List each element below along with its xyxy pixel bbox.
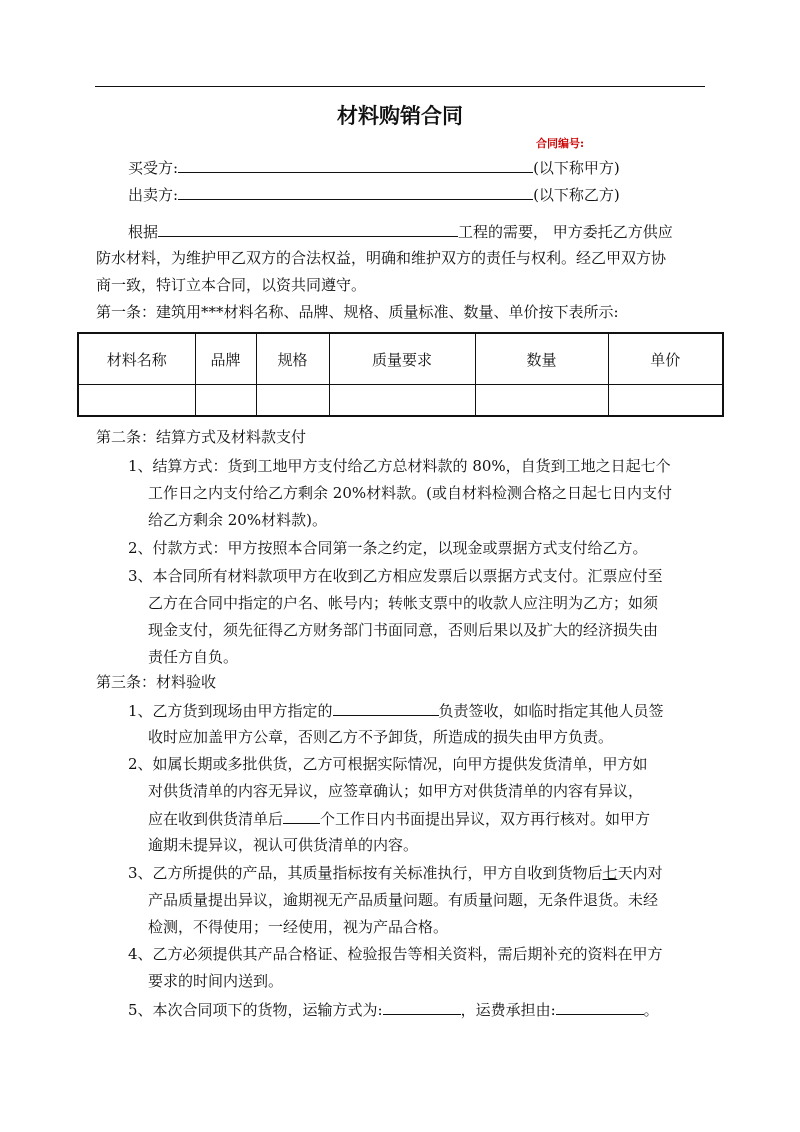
buyer-blank[interactable] — [178, 156, 533, 173]
intro-text: 工程的需要， 甲方委托乙方供应 — [458, 223, 673, 241]
article-2-heading: 第二条：结算方式及材料款支付 — [96, 428, 307, 446]
clause-3-2 — [148, 807, 650, 829]
intro-line-1 — [128, 220, 673, 242]
clause-text: 个工作日内书面提出异议，双方再行核对。如甲方 — [320, 810, 651, 828]
clause-3-1 — [128, 699, 664, 721]
header-cell-spec: 规格 — [256, 333, 329, 385]
header-rule — [95, 86, 705, 87]
article-1-heading: 第一条：建筑用***材料名称、品牌、规格、质量标准、数量、单价按下表所示: — [96, 303, 619, 321]
clause-text: 3、乙方所提供的产品，其质量指标按有关标准执行，甲方自收到货物后 — [128, 864, 603, 882]
clause-3-4: 4、乙方必须提供其产品合格证、检验报告等相关资料，需后期补充的资料在甲方 — [128, 945, 663, 963]
clause-3-3: 产品质量提出异议，逾期视无产品质量问题。有质量问题，无条件退货。未经 — [148, 891, 659, 909]
underlined-days: 七 — [602, 864, 618, 882]
clause-3-1: 收时应加盖甲方公章，否则乙方不予卸货，所造成的损失由甲方负责。 — [148, 728, 614, 746]
clause-3-3 — [128, 862, 663, 883]
clause-text: 负责签收，如临时指定其他人员签 — [438, 702, 664, 720]
seller-suffix: (以下称乙方) — [533, 186, 620, 204]
seller-line — [128, 183, 620, 205]
materials-table — [77, 332, 724, 417]
clause-3-3: 检测，不得使用；一经使用，视为产品合格。 — [148, 918, 449, 936]
clause-text: 。 — [643, 1001, 659, 1019]
clause-2-3: 乙方在合同中指定的户名、帐号内；转帐支票中的收款人应注明为乙方；如须 — [148, 594, 659, 612]
clause-2-1: 给乙方剩余 20%材料款)。 — [148, 511, 327, 529]
transport-blank[interactable] — [383, 998, 461, 1015]
clause-text: ，运费承担由: — [460, 1001, 556, 1019]
clause-2-3: 3、本合同所有材料款项甲方在收到乙方相应发票后以票据方式支付。汇票应付至 — [128, 567, 663, 585]
header-cell-quantity: 数量 — [475, 333, 608, 385]
seller-blank[interactable] — [178, 183, 533, 200]
clause-text: 应在收到供货清单后 — [148, 810, 284, 828]
buyer-suffix: (以下称甲方) — [533, 159, 620, 177]
clause-3-5 — [128, 998, 659, 1020]
table-cell[interactable] — [608, 385, 723, 417]
header-cell-brand: 品牌 — [195, 333, 256, 385]
table-cell[interactable] — [329, 385, 475, 417]
clause-2-3: 责任方自负。 — [148, 648, 239, 666]
project-blank[interactable] — [158, 220, 458, 237]
freight-blank[interactable] — [556, 998, 644, 1015]
document-title: 材料购销合同 — [337, 103, 463, 128]
table-cell[interactable] — [78, 385, 195, 417]
buyer-label: 买受方: — [128, 159, 179, 177]
clause-2-1: 工作日之内支付给乙方剩余 20%材料款。(或自材料检测合格之日起七日内支付 — [148, 484, 672, 502]
contract-number-label: 合同编号: — [536, 137, 585, 150]
header-cell-price: 单价 — [608, 333, 723, 385]
table-cell[interactable] — [475, 385, 608, 417]
seller-label: 出卖方: — [128, 186, 179, 204]
clause-3-2: 对供货清单的内容无异议，应签章确认；如甲方对供货清单的内容有异议， — [148, 782, 644, 800]
clause-text: 1、乙方货到现场由甲方指定的 — [128, 702, 333, 720]
clause-2-1: 1、结算方式：货到工地甲方支付给乙方总材料款的 80%，自货到工地之日起七个 — [128, 457, 671, 475]
intro-line-2: 防水材料，为维护甲乙双方的合法权益，明确和维护双方的责任与权利。经乙甲双方协 — [96, 249, 667, 267]
intro-line-3: 商一致，特订立本合同，以资共同遵守。 — [96, 276, 367, 294]
table-header-row — [78, 333, 723, 385]
table-cell[interactable] — [256, 385, 329, 417]
clause-text: 5、本次合同项下的货物，运输方式为: — [128, 1001, 383, 1019]
buyer-line — [128, 156, 620, 178]
clause-3-4: 要求的时间内送到。 — [148, 972, 284, 990]
clause-2-2: 2、付款方式：甲方按照本合同第一条之约定，以现金或票据方式支付给乙方。 — [128, 539, 648, 557]
header-cell-quality: 质量要求 — [329, 333, 475, 385]
clause-3-2: 2、如属长期或多批供货，乙方可根据实际情况，向甲方提供发货清单，甲方如 — [128, 755, 648, 773]
intro-text: 根据 — [128, 223, 159, 241]
table-row — [78, 385, 723, 417]
clause-3-2: 逾期未提异议，视认可供货清单的内容。 — [148, 836, 419, 854]
header-cell-name: 材料名称 — [78, 333, 195, 385]
table-cell[interactable] — [195, 385, 256, 417]
workdays-blank[interactable] — [283, 807, 320, 824]
article-3-heading: 第三条：材料验收 — [96, 673, 217, 691]
clause-text: 天内对 — [617, 864, 663, 882]
signee-blank[interactable] — [333, 699, 439, 716]
clause-2-3: 现金支付，须先征得乙方财务部门书面同意，否则后果以及扩大的经济损失由 — [148, 621, 659, 639]
